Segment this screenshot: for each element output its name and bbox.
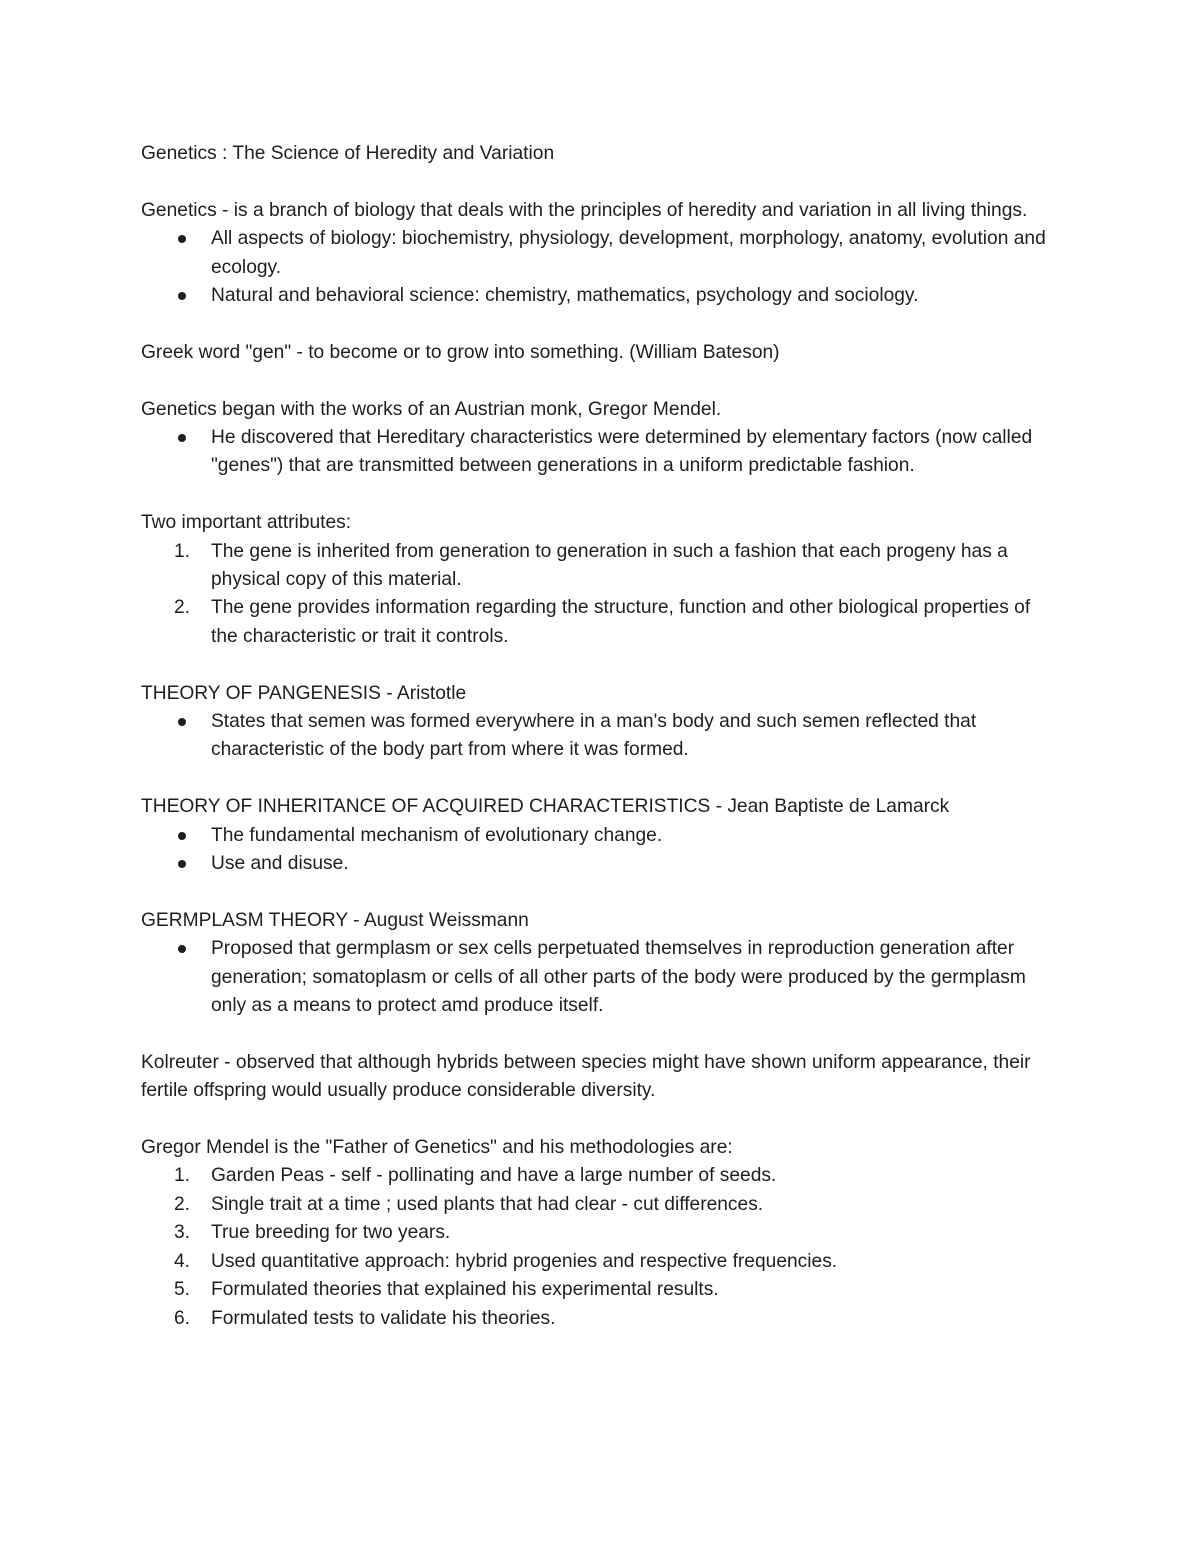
spacer bbox=[141, 168, 1061, 196]
bullet-text: The fundamental mechanism of evolutionary change. bbox=[211, 824, 663, 846]
numbered-item bbox=[141, 594, 1061, 651]
numbered-item bbox=[141, 1248, 1061, 1276]
bullet-item bbox=[141, 708, 1061, 765]
lamarck-heading: THEORY OF INHERITANCE OF ACQUIRED CHARACTERISTICS - Jean Baptiste de Lamarck bbox=[141, 796, 950, 818]
bullet-text: States that semen was formed everywhere in a man's body and such semen reflected that characteristic of the body part from where it was formed. bbox=[211, 711, 977, 761]
item-text: Formulated theories that explained his experimental results. bbox=[211, 1279, 719, 1301]
genetics-definition: Genetics - is a branch of biology that deals with the principles of heredity and variation in all living things. bbox=[141, 199, 1028, 221]
bullet-text: All aspects of biology: biochemistry, physiology, development, morphology, anatomy, evolution and ecology. bbox=[211, 228, 1046, 278]
numbered-item bbox=[141, 1276, 1061, 1304]
item-number: 4. bbox=[174, 1250, 191, 1272]
numbered-item bbox=[141, 538, 1061, 595]
numbered-item bbox=[141, 1162, 1061, 1190]
item-number: 2. bbox=[174, 1193, 191, 1215]
bullet-item bbox=[141, 282, 1061, 310]
spacer bbox=[141, 1020, 1061, 1048]
bullet-icon bbox=[178, 235, 186, 243]
mendel-intro: Genetics began with the works of an Austrian monk, Gregor Mendel. bbox=[141, 398, 722, 420]
bullet-text: Proposed that germplasm or sex cells perpetuated themselves in reproduction generation after generation; somatoplasm or cells of all other parts of the body were produced by the germplasm only as a means to protect amd produce itself. bbox=[211, 938, 1026, 1017]
spacer bbox=[141, 651, 1061, 679]
document-title: Genetics : The Science of Heredity and Variation bbox=[141, 143, 555, 164]
spacer bbox=[141, 765, 1061, 793]
bullet-text: Natural and behavioral science: chemistry, mathematics, psychology and sociology. bbox=[211, 285, 919, 307]
spacer bbox=[141, 878, 1061, 906]
item-number: 2. bbox=[174, 597, 191, 619]
greek-word-paragraph: Greek word "gen" - to become or to grow into something. (William Bateson) bbox=[141, 341, 780, 363]
item-text: The gene provides information regarding the structure, function and other biological properties of the characteristic or trait it controls. bbox=[211, 597, 1031, 647]
item-text: Used quantitative approach: hybrid progenies and respective frequencies. bbox=[211, 1250, 838, 1272]
germplasm-heading: GERMPLASM THEORY - August Weissmann bbox=[141, 909, 529, 931]
spacer bbox=[141, 481, 1061, 509]
bullet-icon bbox=[178, 718, 186, 726]
bullet-icon bbox=[178, 434, 186, 442]
spacer bbox=[141, 1106, 1061, 1134]
item-number: 3. bbox=[174, 1222, 191, 1244]
spacer bbox=[141, 367, 1061, 395]
spacer bbox=[141, 310, 1061, 338]
kolreuter-paragraph: Kolreuter - observed that although hybrids between species might have shown uniform appearance, their fertile offspring would usually produce considerable diversity. bbox=[141, 1051, 1031, 1102]
numbered-item bbox=[141, 1191, 1061, 1219]
item-text: The gene is inherited from generation to generation in such a fashion that each progeny has a physical copy of this material. bbox=[211, 540, 1008, 591]
methodologies-heading: Gregor Mendel is the "Father of Genetics" and his methodologies are: bbox=[141, 1137, 733, 1159]
item-text: True breeding for two years. bbox=[211, 1222, 451, 1244]
item-text: Single trait at a time ; used plants that had clear - cut differences. bbox=[211, 1193, 764, 1215]
bullet-icon bbox=[178, 860, 186, 868]
bullet-text: Use and disuse. bbox=[211, 853, 349, 875]
numbered-item bbox=[141, 1305, 1061, 1333]
bullet-item bbox=[141, 935, 1061, 1020]
item-number: 1. bbox=[174, 1165, 191, 1187]
bullet-item bbox=[141, 225, 1061, 282]
item-text: Formulated tests to validate his theories. bbox=[211, 1307, 556, 1329]
item-number: 5. bbox=[174, 1279, 191, 1301]
document-page bbox=[141, 140, 1061, 1333]
numbered-item bbox=[141, 1219, 1061, 1247]
bullet-icon bbox=[178, 292, 186, 300]
bullet-text: He discovered that Hereditary characteristics were determined by elementary factors (now called "genes") that are transmitted between generations in a uniform predictable fashion. bbox=[211, 427, 1033, 477]
bullet-item bbox=[141, 850, 1061, 878]
pangenesis-heading: THEORY OF PANGENESIS - Aristotle bbox=[141, 682, 467, 704]
item-number: 6. bbox=[174, 1307, 191, 1329]
bullet-item bbox=[141, 822, 1061, 850]
attributes-heading: Two important attributes: bbox=[141, 512, 352, 534]
item-text: Garden Peas - self - pollinating and have a large number of seeds. bbox=[211, 1165, 777, 1187]
bullet-icon bbox=[178, 945, 186, 953]
bullet-item bbox=[141, 424, 1061, 481]
item-number: 1. bbox=[174, 540, 191, 562]
bullet-icon bbox=[178, 832, 186, 840]
